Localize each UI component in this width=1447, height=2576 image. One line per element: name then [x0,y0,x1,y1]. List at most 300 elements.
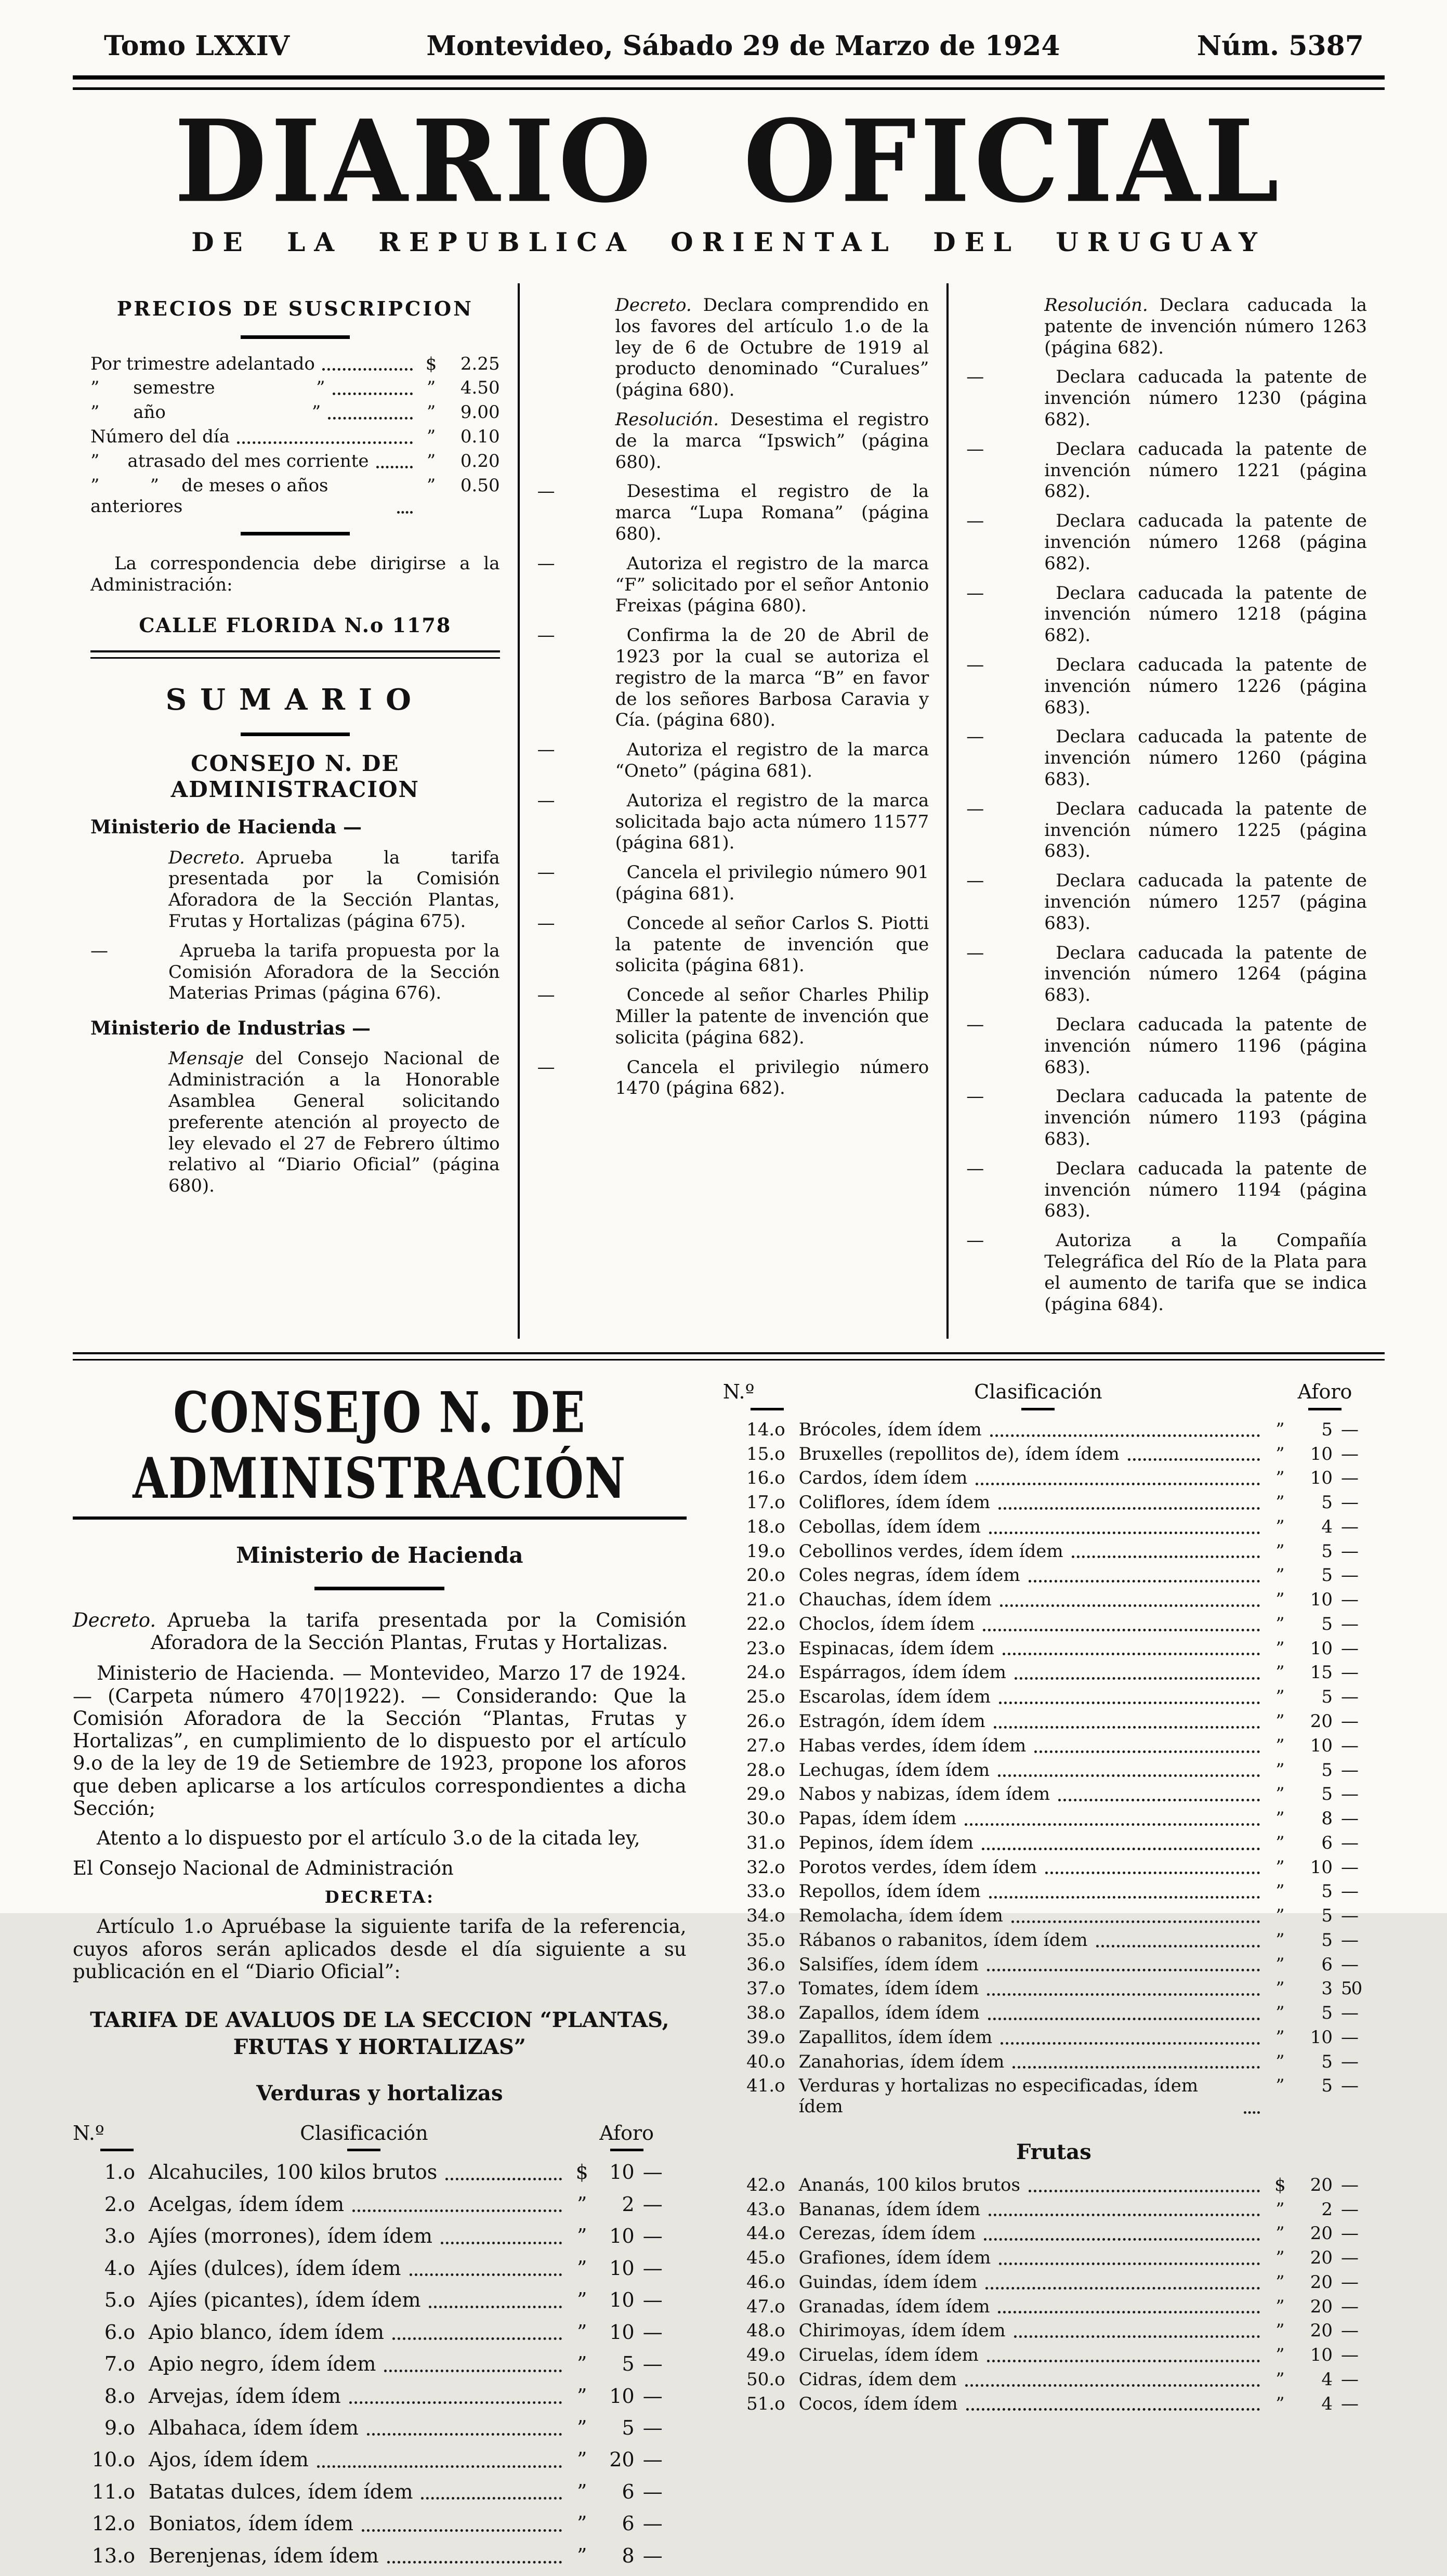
row-value: 3 [1321,1978,1333,1999]
row-cents: — [642,2320,662,2344]
row-cents: — [1341,1856,1358,1878]
row-classification: Nabos y nabizas, ídem ídem [798,1784,1050,1805]
row-classification: Guindas, ídem ídem [798,2271,978,2293]
dot-leader [985,2287,1260,2290]
row-number: 45.o [746,2247,785,2269]
row-classification: Espárragos, ídem ídem [798,1662,1006,1683]
row-value: 10 [1310,1443,1333,1464]
row-number: 38.o [746,2003,785,2024]
row-number: 11.o [91,2480,135,2503]
decree-ministry: Ministerio de Hacienda [236,1542,523,1568]
row-value: 20 [1310,2320,1333,2342]
entry-dash: — [537,985,555,1006]
row-number: 36.o [746,1954,785,1975]
decree-section [73,1365,1385,2576]
row-currency: ” [1275,1516,1285,1537]
entry-dash: — [966,367,984,388]
summary-section [73,283,1385,1339]
row-number: 18.o [746,1516,785,1537]
dateline: Montevideo, Sábado 29 de Marzo de 1924 [426,30,1060,62]
row-currency: ” [1275,1468,1285,1489]
table-row [723,1541,1385,1562]
row-cents: — [1341,2369,1358,2390]
row-number: 29.o [746,1784,785,1805]
table-row [723,1565,1385,1586]
summary-entry [966,367,1367,430]
row-number: 24.o [746,1662,785,1683]
row-currency: ” [1275,1686,1285,1708]
row-number: 13.o [91,2544,135,2567]
summary-entry [966,1014,1367,1078]
row-cents: — [1341,2075,1358,2097]
row-value: 8 [622,2544,635,2567]
row-currency: ” [576,2384,587,2408]
row-value: 5 [1321,1929,1333,1951]
entry-text: Declara caducada la patente de invención número 1196 (página 683). [1044,1014,1367,1078]
row-cents: — [1341,1589,1358,1611]
row-number: 21.o [746,1589,785,1611]
entry-dash: — [537,481,555,502]
summary-entry [966,870,1367,934]
price-value: 0.50 [460,475,500,496]
dot-leader [998,1507,1260,1510]
row-value: 10 [609,2161,635,2184]
row-classification: Verduras y hortalizas no especificadas, ídem ídem [798,2075,1199,2117]
row-cents: — [1341,2393,1358,2414]
section-divider [73,1352,1385,1361]
row-number: 16.o [746,1468,785,1489]
table-row [723,1711,1385,1732]
row-value: 20 [1310,2247,1333,2269]
summary-entry [90,940,500,1004]
ministry-hacienda-label: Ministerio de Hacienda — [90,816,362,839]
decree-right-column [723,1365,1385,2576]
entry-text: Declara caducada la patente de invención número 1230 (página 682). [1044,367,1367,430]
table-row [723,1687,1385,1708]
row-number: 7.o [104,2352,135,2376]
tariff-title: TARIFA DE AVALUOS DE LA SECCION “PLANTAS, FRUTAS Y HORTALIZAS” [90,2008,669,2060]
entry-dash: — [966,1158,984,1179]
row-currency: ” [1275,2345,1285,2366]
row-cents: — [642,2161,662,2184]
row-classification: Brócoles, ídem ídem [798,1419,982,1440]
header-rule [73,75,1385,90]
row-classification: Espinacas, ídem ídem [798,1638,994,1659]
middle-column [518,283,947,1339]
row-value: 5 [622,2416,635,2439]
summary-entry [966,1158,1367,1222]
table-header [723,1380,1385,1403]
row-classification: Salsifíes, ídem ídem [798,1954,979,1975]
entry-lead-word: Decreto. [615,295,692,316]
row-classification: Cerezas, ídem ídem [798,2223,976,2244]
row-currency: ” [1275,1808,1285,1829]
row-number: 49.o [746,2345,785,2366]
row-currency: ” [1275,1419,1285,1440]
divider [90,650,500,659]
edition-line [73,25,1385,62]
entry-text: Declara caducada la patente de invención número 1260 (página 683). [1044,726,1367,790]
table-header [73,2122,687,2145]
row-value: 2 [622,2192,635,2216]
decree-summary [73,1609,687,1654]
dot-leader [999,2263,1260,2265]
row-value: 6 [622,2512,635,2535]
row-cents: — [642,2416,662,2439]
entry-dash: — [966,582,984,604]
dot-leader [965,1823,1260,1826]
dot-leader [1244,2111,1260,2114]
row-value: 20 [1310,2296,1333,2317]
row-value: 20 [609,2448,635,2472]
dot-leader [998,2311,1260,2313]
row-currency: ” [1275,1784,1285,1805]
price-row [90,354,500,375]
row-classification: Acelgas, ídem ídem [149,2192,345,2216]
row-currency: ” [1275,2075,1285,2097]
row-cents: — [1341,2345,1358,2366]
summary-entry [966,1230,1367,1315]
table-row [723,2076,1385,2117]
sumario-title: SUMARIO [165,683,425,717]
table-row [723,2175,1385,2196]
row-cents: — [1341,1711,1358,1732]
hacienda-entry-list [90,847,500,1004]
price-row [90,377,500,399]
row-currency: ” [1275,1711,1285,1732]
table-header-rules [723,1408,1385,1410]
price-label: ” ” de meses o años anteriores [90,475,334,517]
row-number: 35.o [746,1929,785,1951]
row-cents: — [642,2544,662,2567]
column-aforo-header: Aforo [599,2121,654,2145]
entry-dash: — [966,438,984,460]
row-value: 10 [609,2225,635,2248]
entry-dash: — [966,870,984,892]
dot-leader [989,1532,1260,1534]
row-currency: $ [575,2161,588,2184]
row-cents: — [642,2512,662,2535]
price-label: Número del día [90,426,230,448]
price-value: 4.50 [460,377,500,399]
row-cents: — [1341,1954,1358,1975]
dot-leader [1011,1920,1260,1923]
entry-lead-word: Decreto. [73,1609,156,1631]
summary-entry [966,1086,1367,1149]
row-cents: — [1341,2271,1358,2293]
row-classification: Ajíes (picantes), ídem ídem [149,2289,421,2312]
dot-leader [998,1774,1260,1777]
row-classification: Boniatos, ídem ídem [149,2512,353,2535]
summary-entry [537,985,929,1048]
table-row [723,2297,1385,2318]
table-row [723,1614,1385,1635]
table-row [723,2345,1385,2366]
row-cents: — [642,2448,662,2472]
row-number: 34.o [746,1905,785,1927]
row-classification: Batatas dulces, ídem ídem [149,2480,413,2503]
row-cents: — [1341,1784,1358,1805]
table-row [723,1493,1385,1513]
row-currency: ” [1275,2199,1285,2220]
row-value: 10 [1310,1638,1333,1659]
entry-text: Aprueba la tarifa propuesta por la Comisión Aforadora de la Sección Materias Primas (página 676). [168,940,500,1004]
price-value: 9.00 [460,402,500,423]
row-classification: Zanahorias, ídem ídem [798,2051,1005,2072]
decree-heading: CONSEJO N. DE ADMINISTRACIÓN [133,1380,627,1511]
row-classification: Escarolas, ídem ídem [798,1686,991,1708]
entry-lead-word: Resolución. [615,409,719,430]
price-row [90,451,500,472]
row-value: 4 [1321,2393,1333,2414]
price-row [90,475,500,518]
table-row [73,2544,687,2567]
row-currency: ” [1275,2393,1285,2414]
row-currency: ” [576,2320,587,2344]
row-currency: ” [576,2256,587,2280]
table-row [723,2224,1385,2244]
dot-leader [362,2529,562,2532]
entry-text: Cancela el privilegio número 901 (página 681). [615,862,929,905]
price-label: ” año ” [90,402,321,423]
entry-text: del Consejo Nacional de Administración a la Honorable Asamblea General solicitando preferente atención al proyecto de ley elevado el 27 de Febrero último relativo al “Diario Oficial” (página 680). [168,1048,500,1197]
price-currency: ” [426,450,436,472]
entry-text: Concede al señor Carlos S. Piotti la patente de invención que solicita (página 681). [615,912,929,976]
dot-leader [989,2214,1260,2216]
row-value: 15 [1310,1662,1333,1683]
row-currency: ” [1275,1662,1285,1683]
table-row [723,1930,1385,1951]
row-number: 37.o [746,1978,785,1999]
row-value: 10 [609,2256,635,2280]
entry-dash: — [537,790,555,811]
row-number: 51.o [746,2393,785,2414]
entry-lead-word: Resolución. [1044,295,1148,316]
price-label: ” atrasado del mes corriente [90,450,369,472]
table-row [73,2416,687,2439]
subscription-title: PRECIOS DE SUSCRIPCION [116,297,473,321]
price-currency: ” [426,377,436,399]
dot-leader [352,2209,562,2212]
row-value: 5 [1321,1759,1333,1781]
row-number: 30.o [746,1808,785,1829]
decreta-label: DECRETA: [324,1887,435,1907]
entry-text: Declara caducada la patente de invención número 1225 (página 683). [1044,798,1367,862]
dot-leader [384,2370,561,2372]
row-currency: ” [1275,1613,1285,1634]
entry-dash: — [966,942,984,963]
row-classification: Albahaca, ídem ídem [149,2416,359,2439]
table-row [723,1590,1385,1611]
row-value: 10 [1310,1856,1333,1878]
row-classification: Ananás, 100 kilos brutos [798,2174,1020,2195]
issue-number: Núm. 5387 [1196,30,1364,62]
summary-entry [537,739,929,782]
divider [241,733,350,736]
dot-leader [1015,1677,1260,1680]
sumario-section-heading: CONSEJO N. DE ADMINISTRACION [170,750,419,803]
price-currency: ” [426,426,436,448]
table-row [723,2248,1385,2269]
row-value: 5 [622,2352,635,2376]
row-currency: ” [576,2192,587,2216]
entry-dash: — [966,655,984,676]
summary-entry [537,790,929,854]
row-value: 10 [1310,2026,1333,2048]
row-number: 5.o [104,2289,135,2312]
row-currency: ” [1275,1929,1285,1951]
row-cents: — [642,2480,662,2503]
row-value: 6 [1321,1954,1333,1975]
dot-leader [441,2242,562,2244]
row-cents: — [1341,1516,1358,1537]
row-cents: — [1341,1735,1358,1756]
row-value: 10 [1310,2345,1333,2366]
row-number: 46.o [746,2271,785,2293]
row-cents: — [1341,1468,1358,1489]
summary-entry [537,625,929,731]
price-value: 0.10 [460,426,500,448]
row-currency: ” [1275,1565,1285,1586]
entry-dash: — [537,625,555,646]
row-currency: ” [1275,2223,1285,2244]
row-classification: Zapallitos, ídem ídem [798,2026,993,2048]
row-currency: ” [1275,2320,1285,2342]
row-cents: — [1341,1759,1358,1781]
row-number: 10.o [91,2448,135,2472]
row-currency: ” [576,2416,587,2439]
price-label: Por trimestre adelantado [90,353,315,374]
dot-leader [987,2360,1260,2362]
column-classification-header: Clasificación [974,1380,1102,1404]
dot-leader [1029,1580,1260,1583]
row-cents: — [1341,2247,1358,2269]
entry-dash: — [537,739,555,761]
row-value: 5 [1321,1905,1333,1927]
row-value: 10 [609,2320,635,2344]
volume-label: Tomo LXXIV [104,30,290,62]
decree-paragraph: El Consejo Nacional de Administración [73,1856,454,1879]
correspondence-note: La correspondencia debe dirigirse a la Administración: [90,553,500,596]
row-classification: Bruxelles (repollitos de), ídem ídem [798,1443,1120,1464]
row-classification: Lechugas, ídem ídem [798,1759,990,1781]
row-currency: ” [1275,1954,1285,1975]
row-classification: Rábanos o rabanitos, ídem ídem [798,1929,1088,1951]
row-currency: ” [1275,1492,1285,1513]
row-currency: ” [1275,1856,1285,1878]
price-currency: $ [425,353,437,374]
row-value: 10 [609,2384,635,2408]
row-number: 3.o [104,2225,135,2248]
decree-paragraph: Ministerio de Hacienda. — Montevideo, Marzo 17 de 1924. — (Carpeta número 470|1922). — Considerando: Que la Comisión Aforadora de la Sección “Plantas, Frutas y Hortalizas”, en cumplimiento de lo dispuesto por el artículo 9.o de la ley de 19 de Setiembre de 1923, propone los aforos que deben aplicarse a los artículos correspondientes a dicha Sección; [73,1662,687,1820]
row-classification: Cocos, ídem ídem [798,2393,958,2414]
row-classification: Estragón, ídem ídem [798,1711,985,1732]
row-classification: Coles negras, ídem ídem [798,1565,1020,1586]
row-value: 20 [1310,2174,1333,2195]
dot-leader [988,2018,1260,2020]
row-currency: ” [1275,2271,1285,2293]
row-currency: ” [1275,2247,1285,2269]
row-number: 44.o [746,2223,785,2244]
entry-text: Aprueba la tarifa presentada por la Comisión Aforadora de la Sección Plantas, Frutas y Hortalizas. [151,1609,687,1654]
entry-text: Declara caducada la patente de invención número 1221 (página 682). [1044,438,1367,502]
entry-dash: — [966,1230,984,1251]
row-number: 14.o [746,1419,785,1440]
row-classification: Habas verdes, ídem ídem [798,1735,1027,1756]
row-classification: Cebollinos verdes, ídem ídem [798,1540,1063,1562]
row-cents: — [1341,1565,1358,1586]
dot-leader [966,2408,1260,2411]
row-classification: Tomates, ídem ídem [798,1978,979,1999]
dot-leader [376,466,413,468]
row-cents: — [1341,2174,1358,2195]
row-value: 10 [1310,1735,1333,1756]
dot-leader [445,2178,561,2180]
entry-dash: — [966,726,984,748]
dot-leader [982,1848,1260,1850]
row-currency: ” [1275,1735,1285,1756]
row-currency: ” [1275,2296,1285,2317]
entry-lead-word: Decreto. [168,847,245,868]
row-currency: ” [576,2544,587,2567]
table-row [723,1517,1385,1538]
row-currency: ” [576,2448,587,2472]
entry-text: Desestima el registro de la marca “Lupa Romana” (página 680). [615,481,929,545]
row-number: 8.o [104,2384,135,2408]
row-classification: Coliflores, ídem ídem [798,1492,991,1513]
row-cents: — [1341,1881,1358,1902]
column-number-header: N.º [722,1380,755,1404]
row-value: 5 [1321,1881,1333,1902]
dot-leader [1029,2190,1260,2192]
row-cents: 50 [1341,1978,1362,1999]
table-row [73,2321,687,2344]
price-label: ” semestre ” [90,377,325,399]
row-classification: Cidras, ídem dem [798,2369,957,2390]
row-value: 6 [622,2480,635,2503]
dot-leader [328,417,412,420]
table-row [723,2272,1385,2293]
dot-leader [987,1969,1260,1971]
row-classification: Ciruelas, ídem ídem [798,2345,979,2366]
dot-leader [1012,2066,1260,2069]
row-number: 25.o [746,1686,785,1708]
table-row [73,2289,687,2311]
row-cents: — [642,2192,662,2216]
row-number: 48.o [746,2320,785,2342]
decree-left-column [73,1365,687,2576]
row-value: 5 [1321,2051,1333,2072]
summary-entry [966,726,1367,790]
entry-text: Desestima el registro de la marca “Ipswich” (página 680). [615,409,929,473]
row-classification: Pepinos, ídem ídem [798,1832,974,1853]
table-row [73,2193,687,2216]
table-row [723,1420,1385,1441]
table-row [723,1444,1385,1465]
vegetables-subtitle: Verduras y hortalizas [256,2081,503,2106]
row-value: 20 [1310,2271,1333,2293]
row-value: 20 [1310,2223,1333,2244]
row-number: 31.o [746,1832,785,1853]
row-number: 26.o [746,1711,785,1732]
table-row [723,1663,1385,1683]
row-currency: ” [1275,2369,1285,2390]
dot-leader [421,2497,561,2500]
price-currency: ” [426,402,436,423]
table-row [73,2161,687,2183]
table-row [723,1833,1385,1854]
masthead-title: DIARIO OFICIAL [174,96,1283,228]
